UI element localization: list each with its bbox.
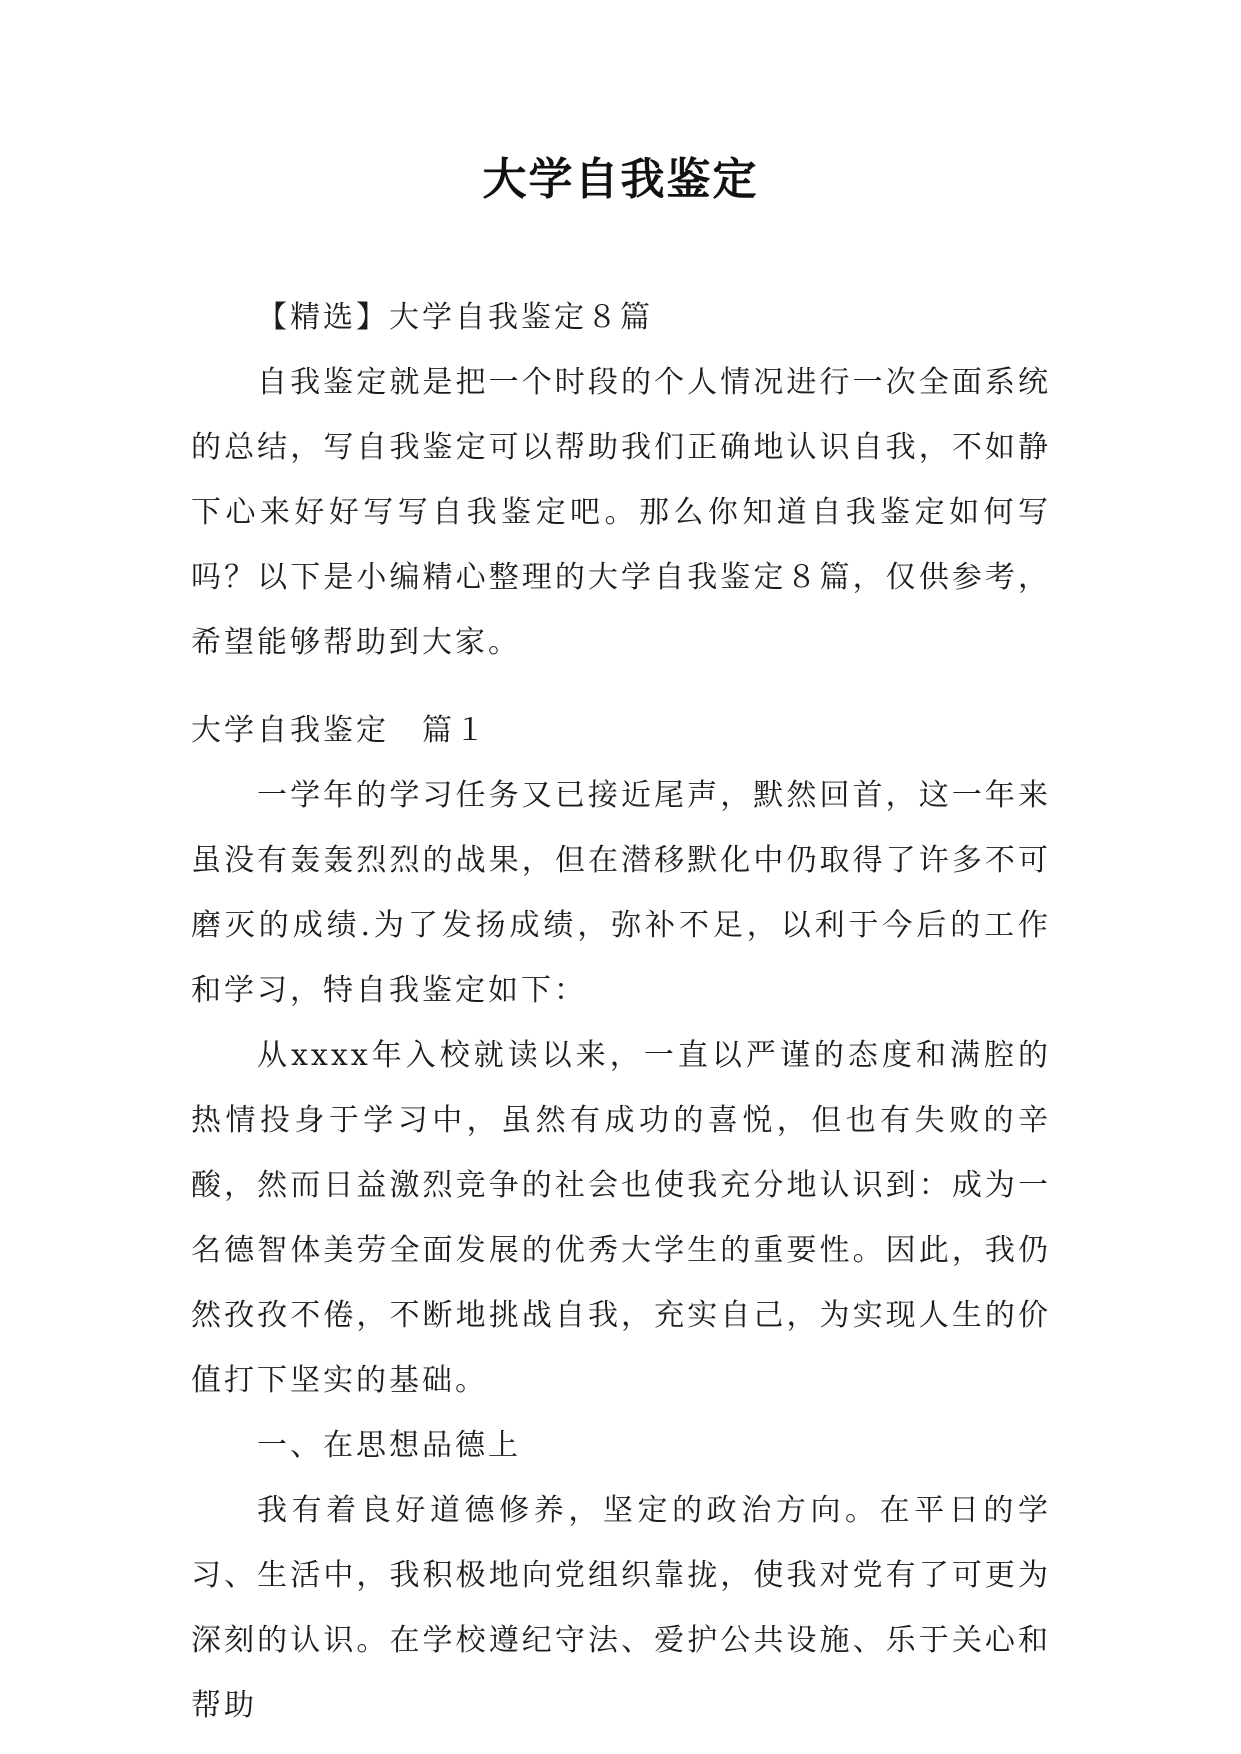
intro-paragraph: 自我鉴定就是把一个时段的个人情况进行一次全面系统的总结，写自我鉴定可以帮助我们正确地认识自我，不如静下心来好好写写自我鉴定吧。那么你知道自我鉴定如何写吗？以下是小编精心整理的大学自我鉴定８篇，仅供参考，希望能够帮助到大家。 xyxy=(191,365,1051,660)
intro-lead: 【精选】大学自我鉴定８篇 xyxy=(257,300,653,335)
document-title: 大学自我鉴定 xyxy=(482,154,759,205)
section-paragraph-3: 我有着良好道德修养，坚定的政治方向。在平日的学习、生活中，我积极地向党组织靠拢，使我对党有了可更为深刻的认识。在学校遵纪守法、爱护公共设施、乐于关心和帮助 xyxy=(191,1493,1051,1723)
intro-block xyxy=(191,285,1051,675)
section-heading: 大学自我鉴定 篇１ xyxy=(191,713,488,748)
section-1 xyxy=(191,698,1051,1738)
section-paragraph-2: 从xxxx年入校就读以来，一直以严谨的态度和满腔的热情投身于学习中，虽然有成功的喜悦，但也有失败的辛酸，然而日益激烈竞争的社会也使我充分地认识到：成为一名德智体美劳全面发展的优秀大学生的重要性。因此，我仍然孜孜不倦，不断地挑战自我，充实自己，为实现人生的价值打下坚实的基础。 xyxy=(191,1038,1051,1398)
section-paragraph-1: 一学年的学习任务又已接近尾声，默然回首，这一年来虽没有轰轰烈烈的战果，但在潜移默化中仍取得了许多不可磨灭的成绩.为了发扬成绩，弥补不足，以利于今后的工作和学习，特自我鉴定如下： xyxy=(191,778,1051,1008)
section-subheading: 一、在思想品德上 xyxy=(257,1428,521,1463)
